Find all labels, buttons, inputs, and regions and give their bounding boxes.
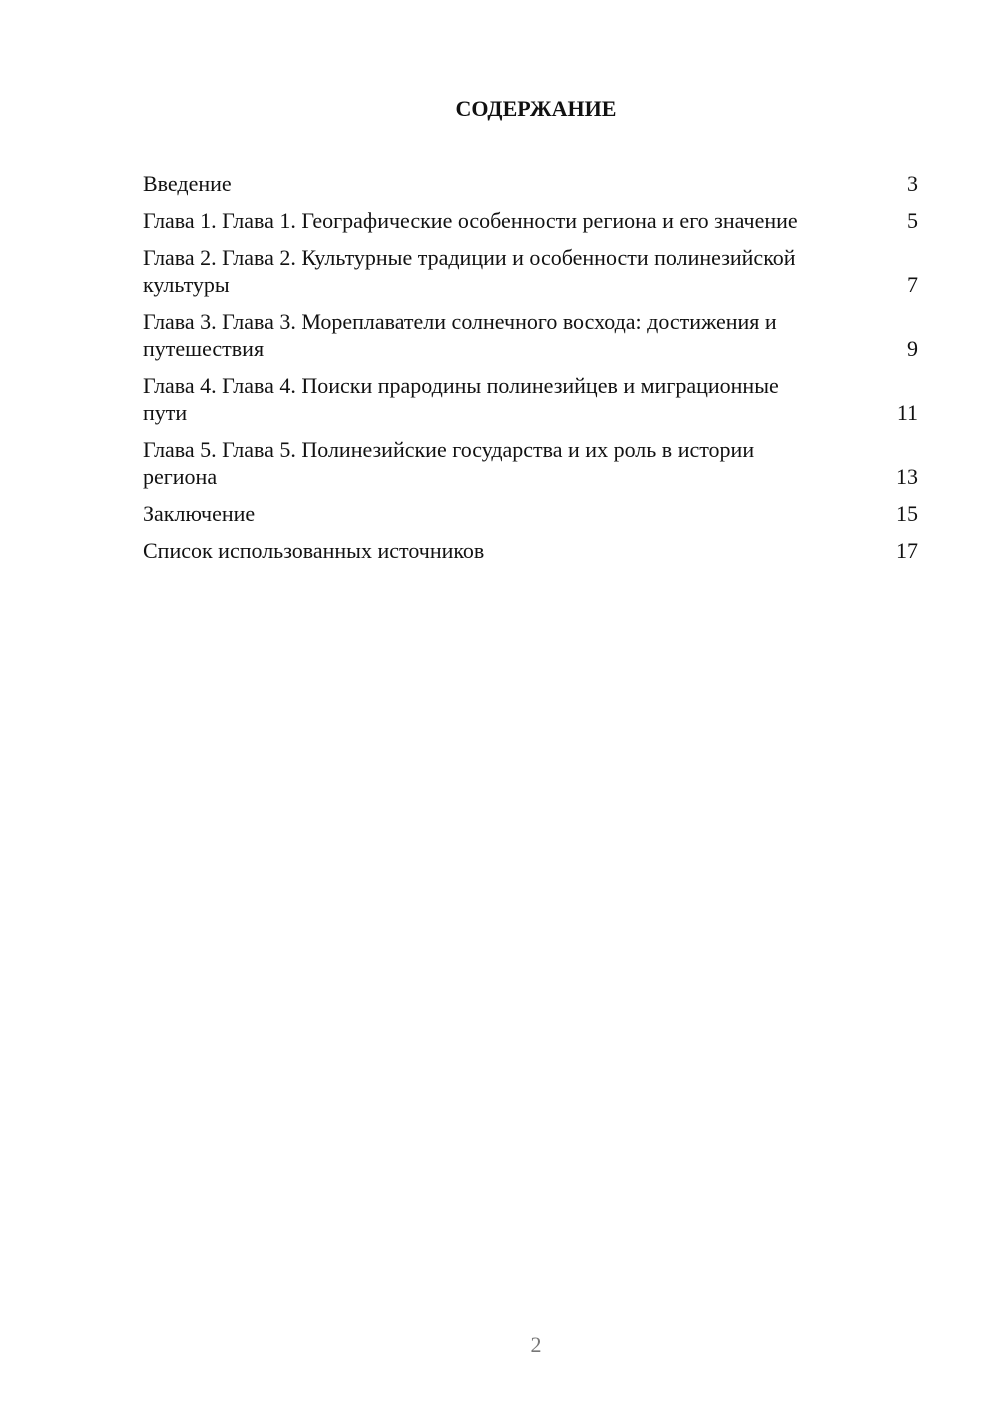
toc-entry-text: Глава 5. Глава 5. Полинезийские государства и их роль в истории региона <box>143 437 755 489</box>
toc-entry-page: 13 <box>896 464 918 489</box>
toc-entry-text: Введение <box>143 171 232 196</box>
toc-entry-text: Глава 1. Глава 1. Географические особенности региона и его значение <box>143 208 798 233</box>
toc-entry-page: 3 <box>907 171 918 196</box>
toc-entry-text: Заключение <box>143 501 256 526</box>
toc-entry-text: Глава 2. Глава 2. Культурные традиции и особенности полинезийской культуры <box>143 245 796 297</box>
toc-entry-page: 9 <box>907 336 918 361</box>
toc-entry-conclusion[interactable] <box>143 500 918 527</box>
toc-entry-text: Глава 3. Глава 3. Мореплаватели солнечного восхода: достижения и путешествия <box>143 309 777 361</box>
table-of-contents <box>143 170 918 574</box>
toc-entry-introduction[interactable] <box>143 170 918 197</box>
toc-entry-page: 17 <box>896 538 918 563</box>
toc-entry-page: 11 <box>896 400 918 425</box>
toc-entry-chapter-1[interactable] <box>143 207 918 234</box>
toc-entry-references[interactable] <box>143 537 918 564</box>
toc-title: СОДЕРЖАНИЕ <box>455 96 617 121</box>
page-number: 2 <box>530 1332 542 1357</box>
toc-entry-text: Список использованных источников <box>143 538 485 563</box>
toc-entry-chapter-5[interactable] <box>143 436 918 490</box>
toc-entry-page: 15 <box>896 501 918 526</box>
toc-entry-page: 5 <box>907 208 918 233</box>
toc-entry-page: 7 <box>907 272 918 297</box>
toc-entry-chapter-2[interactable] <box>143 244 918 298</box>
toc-entry-chapter-3[interactable] <box>143 308 918 362</box>
toc-entry-text: Глава 4. Глава 4. Поиски прародины полинезийцев и миграционные пути <box>143 373 779 425</box>
toc-entry-chapter-4[interactable] <box>143 372 918 426</box>
